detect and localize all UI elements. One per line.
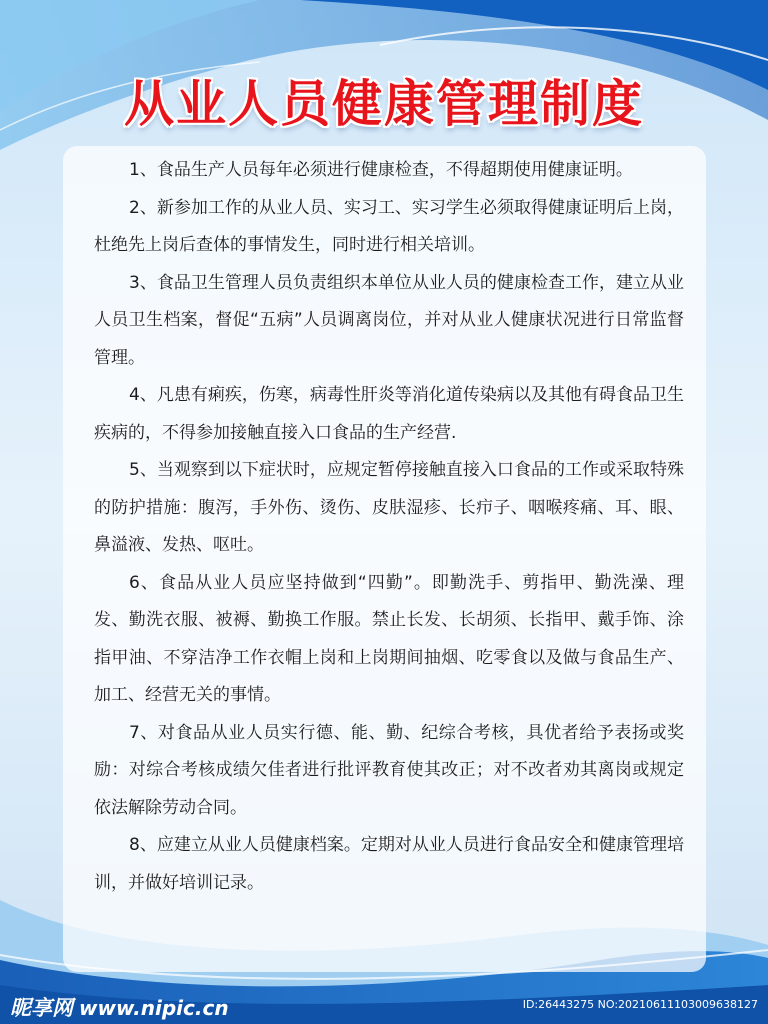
rule-item-3: 3、食品卫生管理人员负责组织本单位从业人员的健康检查工作，建立从业人员卫生档案，督促“五病”人员调离岗位，并对从业人健康状况进行日常监督管理。	[94, 272, 684, 368]
rule-item-4: 4、凡患有痢疾，伤寒，病毒性肝炎等消化道传染病以及其他有碍食品卫生疾病的，不得参加接触直接入口食品的生产经营.	[94, 385, 684, 443]
regulation-text	[94, 152, 684, 902]
rule-item-8: 8、应建立从业人员健康档案。定期对从业人员进行食品安全和健康管理培训，并做好培训记录。	[94, 835, 684, 893]
watermark-logo	[10, 992, 229, 1022]
rule-item-5: 5、当观察到以下症状时，应规定暂停接触直接入口食品的工作或采取特殊的防护措施：腹泻，手外伤、烫伤、皮肤湿疹、长疖子、咽喉疼痛、耳、眼、鼻溢液、发热、呕吐。	[94, 460, 684, 555]
rule-item-6: 6、食品从业人员应坚持做到“四勤”。即勤洗手、剪指甲、勤洗澡、理发、勤洗衣服、被褥、勤换工作服。禁止长发、长胡须、长指甲、戴手饰、涂指甲油、不穿洁净工作衣帽上岗和上岗期间抽烟、吃零食以及做与食品生产、加工、经营无关的事情。	[94, 572, 684, 705]
rule-item-1: 1、食品生产人员每年必须进行健康检查，不得超期使用健康证明。	[129, 160, 633, 180]
rule-item-7: 7、对食品从业人员实行德、能、勤、纪综合考核，具优者给予表扬或奖励：对综合考核成绩欠佳者进行批评教育使其改正；对不改者劝其离岗或规定依法解除劳动合同。	[94, 722, 684, 818]
watermark-url: www.nipic.cn	[79, 996, 229, 1020]
page-title: 从业人员健康管理制度	[124, 75, 644, 133]
rule-item-2: 2、新参加工作的从业人员、实习工、实习学生必须取得健康证明后上岗，杜绝先上岗后查体的事情发生，同时进行相关培训。	[94, 197, 684, 255]
watermark-logo-text: 昵享网	[10, 996, 73, 1020]
watermark-image-id: ID:26443275 NO:20210611103009638127	[522, 998, 758, 1011]
